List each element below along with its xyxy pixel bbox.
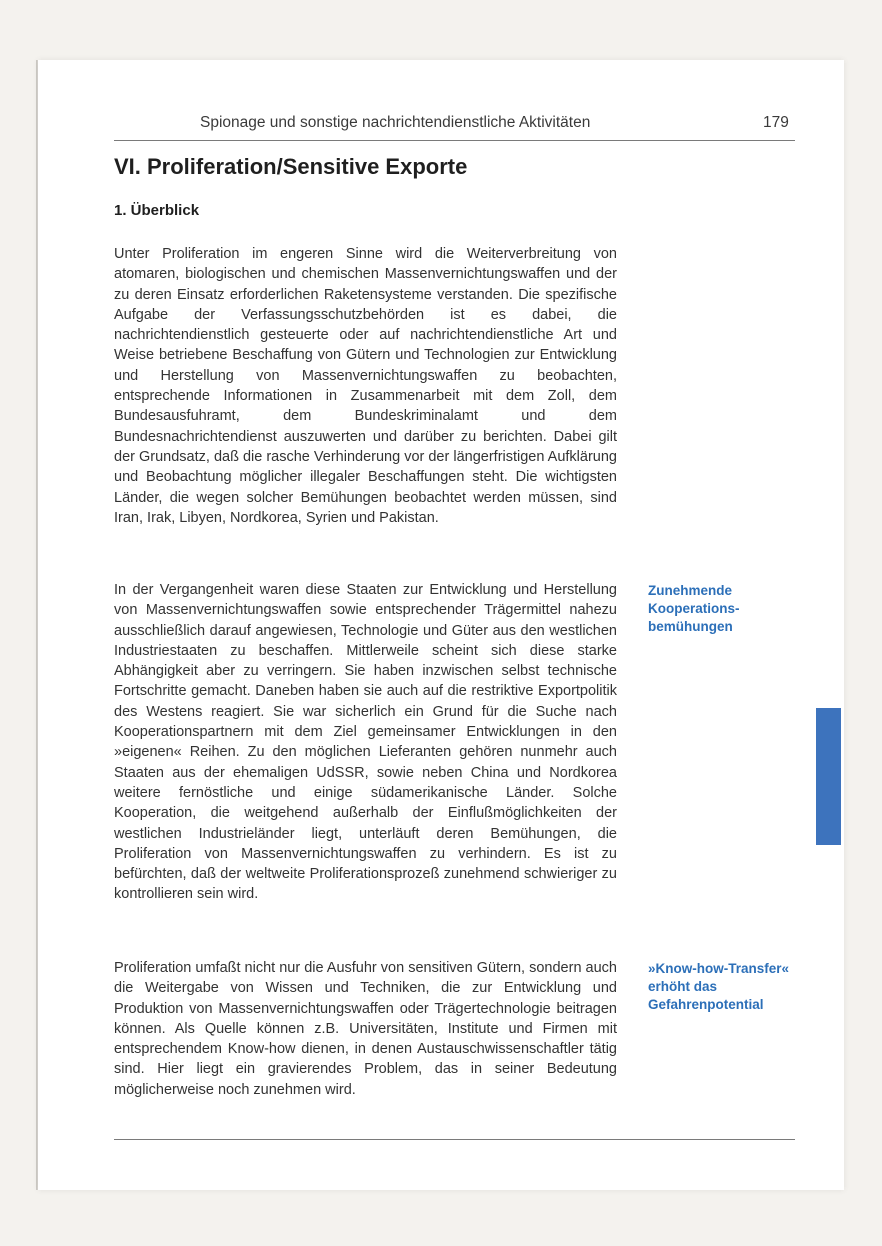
body-paragraph: Proliferation umfaßt nicht nur die Ausfuhr von sensitiven Gütern, sondern auch die Weitergabe von Wissen und Techniken, die zur Entwicklung und Produktion von Massenvernichtungswaffen oder Trägertechnologie beitragen können. Als Quelle können z.B. Universitäten, Institute und Firmen mit entsprechendem Know-how dienen, in denen Austauschwissenschaftler tätig sind. Hier liegt ein gravierendes Problem, das in seiner Bedeutung möglicherweise noch zunehmen wird. [114,960,617,1098]
running-header-title: Spionage und sonstige nachrichtendienstliche Aktivitäten [200,114,591,131]
section-title: 1. Überblick [114,202,200,219]
chapter-title: VI. Proliferation/Sensitive Exporte [114,154,468,179]
margin-note-cooperation: Zunehmende Kooperations-bemühungen [648,583,740,634]
body-paragraph: In der Vergangenheit waren diese Staaten zur Entwicklung und Herstellung von Massenvernichtungswaffen sowie entsprechender Trägermittel nahezu ausschließlich darauf angewiesen, Technologie und Güter aus den westlichen Industriestaaten zu beschaffen. Mittlerweile scheint sich diese starke Abhängigkeit aber zu verringern. Sie haben inzwischen selbst technische Fortschritte gemacht. Daneben haben sie auch auf die restriktive Exportpolitik des Westens reagiert. Sie war sicherlich ein Grund für die Suche nach Kooperationspartnern mit dem Ziel gemeinsamer Entwicklungen in den »eigenen« Reihen. Zu den möglichen Lieferanten gehören nunmehr auch Staaten aus der ehemaligen UdSSR, sowie neben China und Nordkorea weitere fernöstliche und einige südamerikanische Länder. Solche Kooperation, die weitgehend außerhalb der Einflußmöglichkeiten der westlichen Industrieländer liegt, unterläuft deren Bemühungen, die Proliferation von Massenvernichtungswaffen zu verhindern. Es ist zu befürchten, daß der weltweite Proliferationsprozeß zunehmend schwieriger zu kontrollieren sein wird. [114,582,617,903]
footer-rule [114,1139,795,1140]
body-paragraph: Unter Proliferation im engeren Sinne wird die Weiterverbreitung von atomaren, biologischen und chemischen Massenvernichtungswaffen und der zu deren Einsatz erforderlichen Raketensysteme verstanden. Die spezifische Aufgabe der Verfassungsschutzbehörden ist es dabei, die nachrichtendienstlich gesteuerte oder auf nachrichtendienstliche Art und Weise betriebene Beschaffung von Gütern und Technologien zur Entwicklung und Herstellung von Massenvernichtungswaffen zu beobachten, entsprechende Informationen in Zusammenarbeit mit dem Zoll, dem Bundesausfuhramt, dem Bundeskriminalamt und dem Bundesnachrichtendienst auszuwerten und darüber zu berichten. Dabei gilt der Grundsatz, daß die rasche Verhinderung vor der längerfristigen Aufklärung und Beobachtung möglicher illegaler Beschaffungen steht. Die wichtigsten Länder, die wegen solcher Bemühungen beobachtet werden müssen, sind Iran, Irak, Libyen, Nordkorea, Syrien und Pakistan. [114,246,617,526]
margin-note-know-how: »Know-how-Transfer« erhöht das Gefahrenpotential [648,961,790,1012]
header-rule [114,140,795,141]
page-number: 179 [763,114,789,131]
thumb-index-tab [816,708,841,845]
